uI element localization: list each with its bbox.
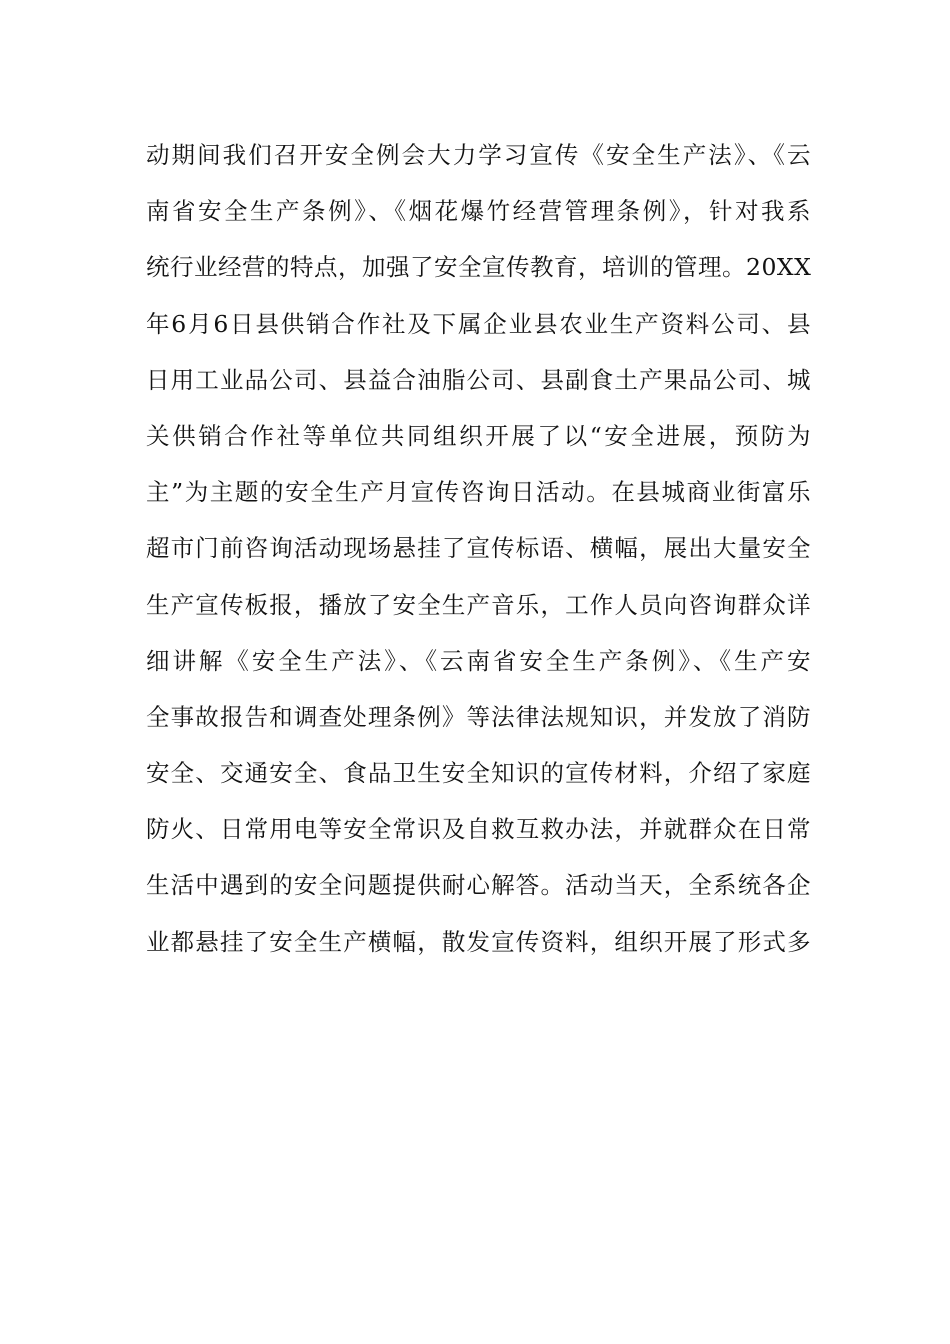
text-line: 安全、交通安全、食品卫生安全知识的宣传材料，介绍了家庭 — [146, 759, 811, 788]
text-line: 动期间我们召开安全例会大力学习宣传《安全生产法》、《云 — [146, 141, 811, 169]
body-paragraph — [146, 132, 811, 975]
text-line: 南省安全生产条例》、《烟花爆竹经营管理条例》，针对我系 — [146, 197, 811, 226]
text-line: 关供销合作社等单位共同组织开展了以“安全进展，预防为 — [146, 421, 811, 450]
text-line: 生产宣传板报，播放了安全生产音乐，工作人员向咨询群众详 — [146, 590, 811, 619]
text-line: 日用工业品公司、县益合油脂公司、县副食土产果品公司、城 — [146, 365, 811, 394]
text-line: 防火、日常用电等安全常识及自救互救办法，并就群众在日常 — [146, 815, 811, 844]
text-line: 主”为主题的安全生产月宣传咨询日活动。在县城商业街富乐 — [146, 478, 811, 507]
text-line: 全事故报告和调查处理条例》等法律法规知识，并发放了消防 — [146, 702, 811, 731]
text-line: 年6月6日县供销合作社及下属企业县农业生产资料公司、县 — [146, 309, 811, 338]
text-line: 超市门前咨询活动现场悬挂了宣传标语、横幅，展出大量安全 — [146, 534, 811, 563]
text-line: 统行业经营的特点，加强了安全宣传教育，培训的管理。20XX — [146, 253, 812, 282]
text-line: 业都悬挂了安全生产横幅，散发宣传资料，组织开展了形式多 — [146, 927, 811, 956]
text-line: 生活中遇到的安全问题提供耐心解答。活动当天，全系统各企 — [146, 871, 811, 900]
text-line: 细讲解《安全生产法》、《云南省安全生产条例》、《生产安 — [146, 646, 811, 675]
